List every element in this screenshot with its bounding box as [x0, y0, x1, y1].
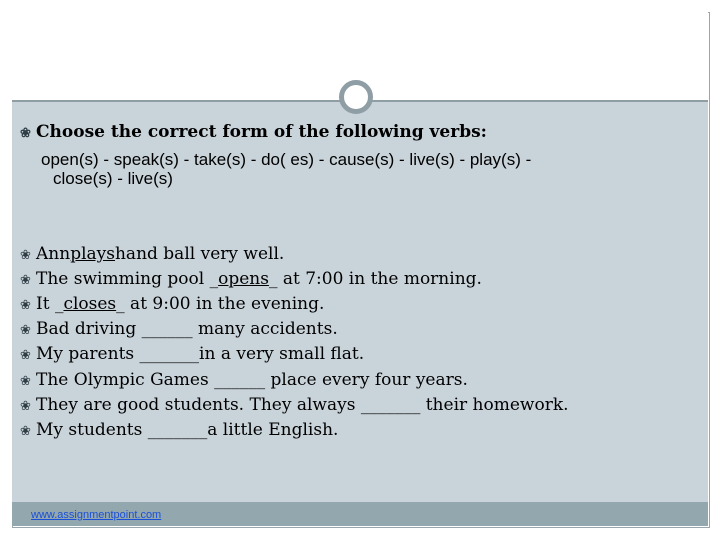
sentence-2-answer: opens [218, 269, 269, 289]
fancy-bullet-icon: ❀ [20, 399, 31, 414]
sentence-6 [20, 370, 468, 390]
sentence-4-text: Bad driving ______ many accidents. [36, 319, 338, 339]
sentence-7-text: They are good students. They always _______ their homework. [36, 395, 569, 415]
sentence-8 [20, 420, 338, 440]
sentence-7 [20, 395, 569, 415]
verbs-list-line-1: open(s) - speak(s) - take(s) - do( es) - cause(s) - live(s) - play(s) - [41, 150, 532, 169]
sentence-8-text: My students _______a little English. [36, 420, 339, 440]
heading-row [20, 122, 487, 142]
fancy-bullet-icon: ❀ [20, 374, 31, 389]
sentence-3-after: _ at 9:00 in the evening. [116, 294, 325, 314]
sentence-5 [20, 344, 364, 364]
sentence-1-before: Ann [36, 244, 71, 264]
footer-website-link[interactable]: www.assignmentpoint.com [31, 509, 162, 521]
sentence-6-text: The Olympic Games ______ place every four years. [36, 370, 468, 390]
sentence-2 [20, 269, 482, 289]
sentence-5-text: My parents _______in a very small flat. [36, 344, 365, 364]
sentence-2-after: _ at 7:00 in the morning. [268, 269, 482, 289]
sentence-1 [20, 244, 284, 264]
fancy-bullet-icon: ❀ [20, 273, 31, 288]
verbs-list-line-2: close(s) - live(s) [53, 169, 173, 188]
fancy-bullet-icon: ❀ [20, 323, 31, 338]
sentence-4 [20, 319, 338, 339]
sentence-3 [20, 294, 324, 314]
fancy-bullet-icon: ❀ [20, 348, 31, 363]
sentence-1-after: hand ball very well. [114, 244, 285, 264]
heading-text: Choose the correct form of the following verbs: [36, 122, 487, 142]
sentence-3-answer: closes [63, 294, 117, 314]
sentence-3-before: It _ [36, 294, 64, 314]
fancy-bullet-icon: ❀ [20, 248, 31, 263]
fancy-bullet-icon: ❀ [20, 126, 31, 141]
fancy-bullet-icon: ❀ [20, 298, 31, 313]
sentence-2-before: The swimming pool _ [36, 269, 219, 289]
fancy-bullet-icon: ❀ [20, 424, 31, 439]
sentence-1-answer: plays [70, 244, 115, 264]
ring-ornament-icon [339, 80, 373, 114]
